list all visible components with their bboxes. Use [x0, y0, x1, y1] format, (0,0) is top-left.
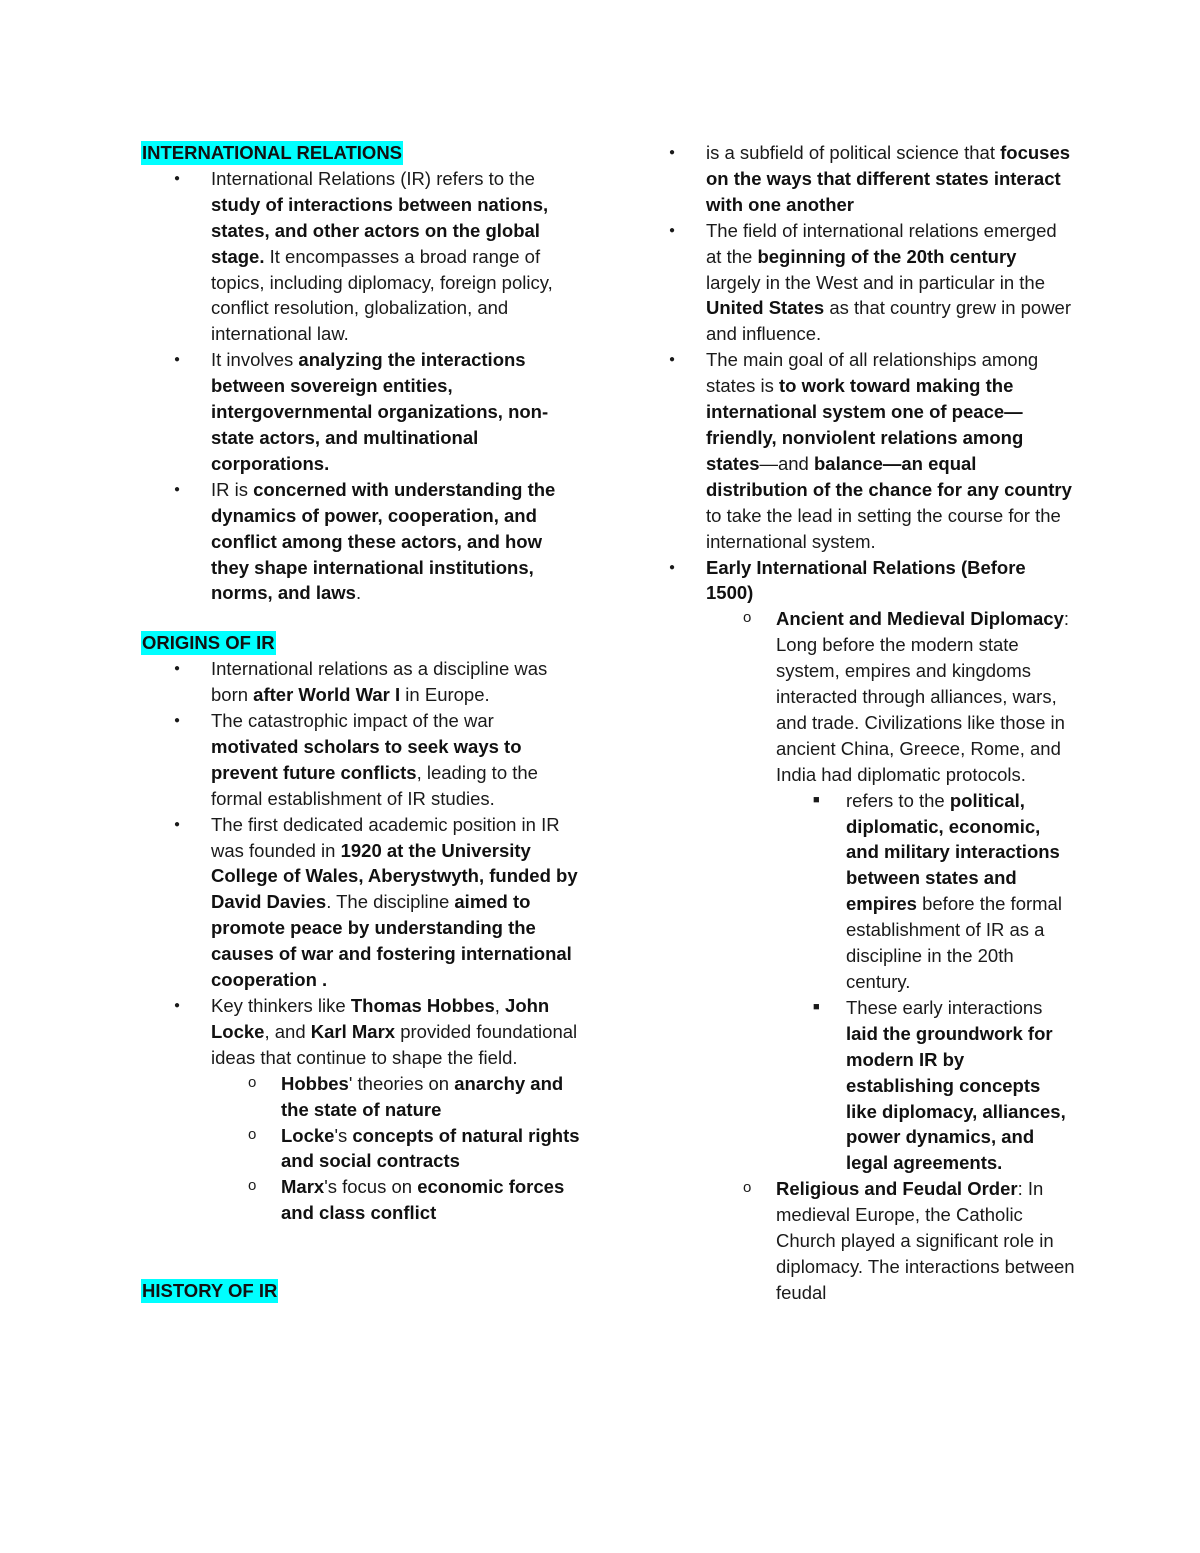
list-item: ■ These early interactions laid the groundwork for modern IR by establishing concepts like diplomacy, alliances, power dynamics, and legal agreements. [776, 995, 1076, 1176]
early-ir-sublist [706, 606, 1076, 1305]
list-item: ● Key thinkers like Thomas Hobbes, John Locke, and Karl Marx provided foundational ideas that continue to shape the field. o Hobbes' theories on anarchy and the state of nature o Locke's concepts of natural rights and social contracts o Marx's focus on economic forces and class conflict [141, 993, 581, 1226]
list-item: o Locke's concepts of natural rights and social contracts [211, 1123, 581, 1175]
diplomacy-sublist [776, 788, 1076, 1177]
heading-origins-of-ir: ORIGINS OF IR [142, 632, 275, 654]
list-item: o Religious and Feudal Order: In medieval Europe, the Catholic Church played a significant role in diplomacy. The interactions between feudal [706, 1176, 1076, 1306]
heading-international-relations: INTERNATIONAL RELATIONS [142, 142, 403, 163]
list-item: ● The field of international relations emerged at the beginning of the 20th century largely in the West and in particular in the United States as that country grew in power and influence. [636, 218, 1076, 348]
left-column [141, 140, 581, 1304]
origins-list [141, 656, 581, 1226]
list-item: ● The catastrophic impact of the war motivated scholars to seek ways to prevent future conflicts, leading to the formal establishment of IR studies. [141, 708, 581, 812]
list-item: ■ refers to the political, diplomatic, economic, and military interactions between states and empires before the formal establishment of IR as a discipline in the 20th century. [776, 788, 1076, 995]
list-item: o Marx's focus on economic forces and class conflict [211, 1174, 581, 1226]
list-item: o Ancient and Medieval Diplomacy: Long before the modern state system, empires and kingdoms interacted through alliances, wars, and trade. Civilizations like those in ancient China, Greece, Rome, and India had diplomatic protocols. ■ refers to the political, diplomatic, economic, and military interactions between states and empires before the formal establishment of IR as a discipline in the 20th century. ■ These early interactions laid the groundwork for modern IR by establishing concepts like diplomacy, alliances, power dynamics, and legal agreements. [706, 606, 1076, 1176]
list-item: ● is a subfield of political science that focuses on the ways that different states interact with one another [636, 140, 1076, 218]
ir-list [141, 166, 581, 606]
list-item: ● International Relations (IR) refers to the study of interactions between nations, states, and other actors on the global stage. It encompasses a broad range of topics, including diplomacy, foreign policy, conflict resolution, globalization, and international law. [141, 166, 581, 347]
right-column [636, 140, 1076, 1306]
heading-history-of-ir: HISTORY OF IR [142, 1280, 278, 1302]
right-list [636, 140, 1076, 1306]
list-item: ● It involves analyzing the interactions between sovereign entities, intergovernmental organizations, non-state actors, and multinational corporations. [141, 347, 581, 477]
list-item: ● The main goal of all relationships among states is to work toward making the international system one of peace—friendly, nonviolent relations among states—and balance—an equal distribution of the chance for any country to take the lead in setting the course for the international system. [636, 347, 1076, 554]
list-item: ● The first dedicated academic position in IR was founded in 1920 at the University College of Wales, Aberystwyth, funded by David Davies. The discipline aimed to promote peace by understanding the causes of war and fostering international cooperation . [141, 812, 581, 993]
list-item: o Hobbes' theories on anarchy and the state of nature [211, 1071, 581, 1123]
list-item: ● IR is concerned with understanding the dynamics of power, cooperation, and conflict among these actors, and how they shape international institutions, norms, and laws. [141, 477, 581, 607]
list-item: ● Early International Relations (Before 1500) o Ancient and Medieval Diplomacy: Long before the modern state system, empires and kingdoms interacted through alliances, wars, and trade. Civilizations like those in ancient China, Greece, Rome, and India had diplomatic protocols. ■ refers to the political, diplomatic, economic, and military interactions between states and empires before the formal establishment of IR as a discipline in the 20th century. ■ These early interactions laid the groundwork for modern IR by establishing concepts like diplomacy, alliances, power dynamics, and legal agreements. o Religious and Feudal Order: In medieval Europe, the Catholic Church played a significant role in diplomacy. The interactions between feudal [636, 555, 1076, 1306]
list-item: ● International relations as a discipline was born after World War I in Europe. [141, 656, 581, 708]
thinkers-sublist [211, 1071, 581, 1226]
